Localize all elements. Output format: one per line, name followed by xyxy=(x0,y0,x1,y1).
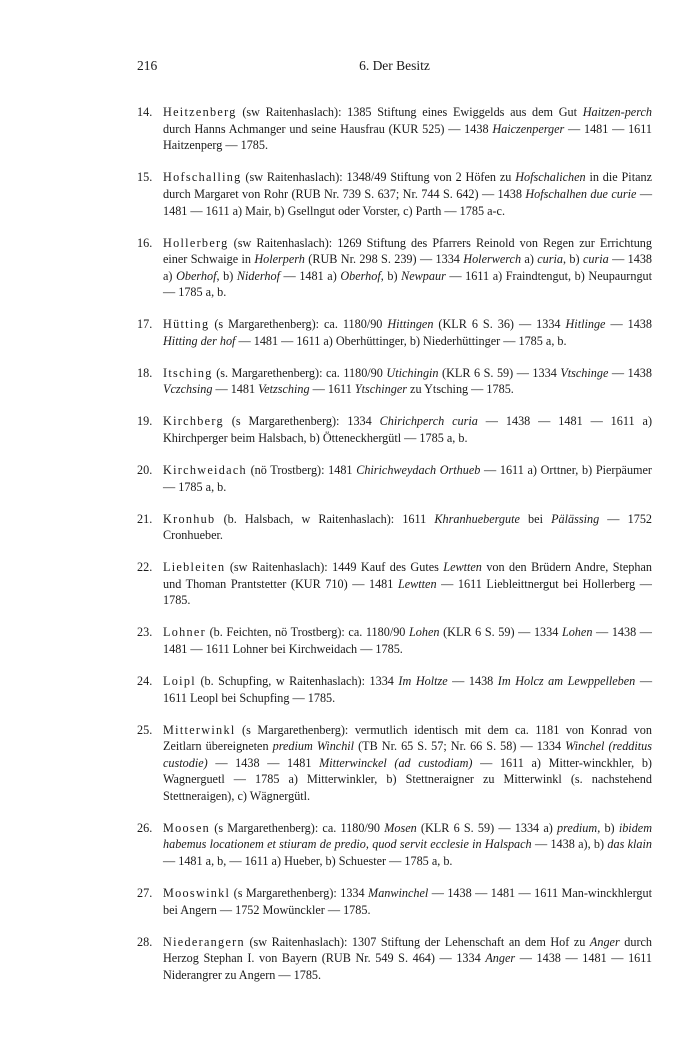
entry-text: (KLR 6 S. 59) — 1334 xyxy=(438,365,561,380)
entry-text: , b) xyxy=(563,252,583,267)
entry-text: — 1481 — 1611 a) Oberhüttinger, b) Niederhüttinger — 1785 a, b. xyxy=(235,333,567,348)
entry-text: — 1438 — 1481 xyxy=(207,755,320,770)
entry-text: — 1438 xyxy=(447,673,498,688)
entry-number: 21. xyxy=(137,511,153,526)
entry-number: 27. xyxy=(137,886,153,901)
historical-name-form: Holerwerch xyxy=(463,252,522,267)
historical-name-form: Haiczenperger xyxy=(492,121,565,136)
entry-text: in die Pitanz durch Margaret von Rohr (RUB Nr. 739 S. 637; Nr. 744 S. 642) — 1438 xyxy=(163,170,652,201)
historical-name-form: Khranhuebergute xyxy=(434,511,520,526)
entry-text: (s Margarethenberg): ca. 1180/90 xyxy=(209,317,388,332)
historical-name-form: Anger xyxy=(589,934,620,949)
entry-text: — 1438 a) xyxy=(163,252,652,283)
entry-text: — 1611 Leopl bei Schupfing — 1785. xyxy=(163,673,652,705)
entry-text: (KLR 6 S. 36) — 1334 xyxy=(433,317,566,332)
entry-text: — 1481 — 1611 a) Mair, b) Gsellngut oder Vorster, c) Parth — 1785 a-c. xyxy=(163,186,653,218)
entry-text: , b) xyxy=(216,268,237,283)
historical-name-form: ibidem habemus locationem et stiuram de predio, quod servit ecclesie in Halspach xyxy=(163,820,652,852)
place-entry xyxy=(137,316,652,349)
place-name: Kronhub xyxy=(163,511,216,526)
entry-text: — 1481 a) xyxy=(279,268,341,283)
entry-number: 14. xyxy=(137,105,153,120)
entry-text: , b) xyxy=(597,820,619,835)
entry-text: (s Margarethenberg): ca. 1180/90 xyxy=(210,820,385,835)
historical-name-form: Utichingin xyxy=(386,365,439,380)
historical-name-form: Vtschinge xyxy=(560,365,609,380)
place-entry xyxy=(137,235,652,301)
entry-number: 28. xyxy=(137,934,153,949)
historical-name-form: Oberhof xyxy=(176,268,217,283)
historical-name-form: predium xyxy=(557,820,598,835)
historical-name-form: Chirichweydach Orthueb xyxy=(356,463,481,478)
historical-name-form: Hofschalhen due curie xyxy=(525,186,637,201)
entry-number: 26. xyxy=(137,820,153,835)
historical-name-form: Hittingen xyxy=(387,317,434,332)
historical-name-form: Lewtten xyxy=(443,560,482,575)
entry-number: 15. xyxy=(137,170,153,185)
historical-name-form: Hitlinge xyxy=(565,317,606,332)
entry-text: (KLR 6 S. 59) — 1334 xyxy=(439,625,562,640)
entry-text: (TB Nr. 65 S. 57; Nr. 66 S. 58) — 1334 xyxy=(354,739,566,754)
page-number: 216 xyxy=(137,58,158,73)
place-name: Itsching xyxy=(163,365,213,380)
entry-text: (b. Feichten, nö Trostberg): ca. 1180/90 xyxy=(206,625,410,640)
entry-text: (sw Raitenhaslach): 1307 Stiftung der Lehenschaft an dem Hof zu xyxy=(244,934,590,949)
historical-name-form: Hofschalichen xyxy=(515,170,586,185)
entry-text: — 1438 — 1481 — 1611 Man-winckhlergut bei Angern — 1752 Mowünckler — 1785. xyxy=(163,886,652,917)
historical-name-form: Im Holcz am Lewppelleben xyxy=(497,673,636,688)
entry-text: — 1481 — 1611 Haitzenperg — 1785. xyxy=(163,121,652,153)
place-entry xyxy=(137,934,652,984)
historical-name-form: Oberhof xyxy=(340,268,381,283)
entry-text: a) xyxy=(521,252,538,267)
entry-text: — 1438 — 1481 — 1611 a) Khirchperger beim Halsbach, b) Ötteneckhergütl — 1785 a, b. xyxy=(163,414,652,446)
place-entry xyxy=(137,559,652,609)
place-name: Hollerberg xyxy=(163,235,229,250)
entry-text: zu Ytsching — 1785. xyxy=(406,382,514,397)
place-entry xyxy=(137,624,652,657)
entry-text: (KLR 6 S. 59) — 1334 a) xyxy=(416,820,558,835)
entry-text: — 1438 — 1481 — 1611 Niderangrer zu Angern — 1785. xyxy=(163,951,652,982)
historical-name-form: Mitterwinckel (ad custodiam) xyxy=(319,755,473,770)
historical-name-form: Haitzen-perch xyxy=(582,105,652,120)
page-header xyxy=(137,58,652,78)
place-name: Lohner xyxy=(163,625,206,640)
place-name: Moosen xyxy=(163,820,211,835)
entry-text: — 1611 Liebleittnergut bei Hollerberg — 1785. xyxy=(163,576,652,608)
entry-text: durch Hanns Achmanger und seine Hausfrau (KUR 525) — 1438 xyxy=(163,121,493,136)
entry-text: (s Margarethenberg): vermutlich identisch mit dem ca. 1181 von Konrad von Zeitlarn übereigneten xyxy=(163,722,652,754)
place-entry xyxy=(137,104,652,154)
historical-name-form: das klain xyxy=(607,837,652,852)
entry-text: — 1611 xyxy=(309,382,355,397)
place-entry xyxy=(137,169,652,219)
entry-text: (s Margarethenberg): 1334 xyxy=(223,414,380,429)
entry-text: (nö Trostberg): 1481 xyxy=(246,463,357,478)
entry-text: — 1438 a), b) xyxy=(531,837,608,852)
historical-name-form: Chirichperch curia xyxy=(379,414,478,429)
entry-text: (b. Halsbach, w Raitenhaslach): 1611 xyxy=(215,511,435,526)
entry-text: bei xyxy=(519,511,552,526)
historical-name-form: Vetzsching xyxy=(258,382,310,397)
entry-number: 25. xyxy=(137,722,153,737)
historical-name-form: Winchel (redditus custodie) xyxy=(163,739,652,770)
entry-text: — 1752 Cronhueber. xyxy=(163,511,653,543)
entry-number: 20. xyxy=(137,463,153,478)
historical-name-form: Lohen xyxy=(409,625,440,640)
entry-text: — 1481 xyxy=(212,382,259,397)
place-name: Heitzenberg xyxy=(163,105,237,120)
historical-name-form: Holerperh xyxy=(254,252,305,267)
historical-name-form: Newpaur xyxy=(401,268,446,283)
historical-name-form: Mosen xyxy=(384,820,417,835)
place-name: Niederangern xyxy=(163,934,245,949)
historical-name-form: Manwinchel xyxy=(368,886,429,901)
historical-name-form: predium Winchil xyxy=(272,739,355,754)
entry-text: — 1481 a, b, — 1611 a) Hueber, b) Schuester — 1785 a, b. xyxy=(163,854,453,869)
historical-name-form: Im Holtze xyxy=(398,673,448,688)
place-entry xyxy=(137,722,652,805)
entry-text: — 1438 — 1481 — 1611 Lohner bei Kirchweidach — 1785. xyxy=(163,625,652,656)
place-name: Mitterwinkl xyxy=(163,722,236,737)
running-title: 6. Der Besitz xyxy=(359,58,430,73)
historical-name-form: Vczchsing xyxy=(163,382,213,397)
place-entry xyxy=(137,462,652,495)
entry-text: (sw Raitenhaslach): 1348/49 Stiftung von 2 Höfen zu xyxy=(241,170,516,185)
entry-text: (s Margarethenberg): 1334 xyxy=(230,886,369,901)
entry-text: — 1438 xyxy=(608,365,652,380)
entry-text: durch Herzog Stephan I. von Bayern (RUB Nr. 549 S. 464) — 1334 xyxy=(163,934,653,966)
historical-name-form: Lewtten xyxy=(397,576,437,591)
place-name: Loipl xyxy=(163,673,196,688)
historical-name-form: curia xyxy=(537,252,563,267)
entry-text: (sw Raitenhaslach): 1269 Stiftung des Pfarrers Reinold von Regen zur Errichtung einer Schwaige in xyxy=(163,235,652,267)
entry-text: (RUB Nr. 298 S. 239) — 1334 xyxy=(304,252,464,267)
entry-text: — 1611 a) Mitter-winckhler, b) Wagnerguetl — 1785 a) Mitterwinkler, b) Stettneraigner zu Mitterwinkl (s. nachstehend Stettneraigen), c) Wägnergütl. xyxy=(163,755,652,803)
place-name: Kirchberg xyxy=(163,414,224,429)
place-name: Hofschalling xyxy=(163,170,242,185)
place-entry xyxy=(137,511,652,544)
entry-text: (sw Raitenhaslach): 1449 Kauf des Gutes xyxy=(225,560,444,575)
historical-name-form: Niderhof xyxy=(236,268,280,283)
entry-number: 19. xyxy=(137,414,153,429)
place-entry xyxy=(137,673,652,706)
place-entry xyxy=(137,365,652,398)
entry-text: — 1611 a) Fraindtengut, b) Neupaurngut — 1785 a, b. xyxy=(163,268,653,300)
historical-name-form: Ytschinger xyxy=(354,382,407,397)
place-name: Mooswinkl xyxy=(163,886,231,901)
entry-number: 23. xyxy=(137,625,153,640)
historical-name-form: Lohen xyxy=(561,625,593,640)
place-entry xyxy=(137,885,652,918)
historical-name-form: curia xyxy=(582,252,609,267)
entry-text: (b. Schupfing, w Raitenhaslach): 1334 xyxy=(195,673,399,688)
entry-text: (sw Raitenhaslach): 1385 Stiftung eines Ewiggelds aus dem Gut xyxy=(236,105,583,120)
entry-number: 22. xyxy=(137,560,153,575)
entry-number: 24. xyxy=(137,673,153,688)
entry-number: 18. xyxy=(137,365,153,380)
entry-text: , b) xyxy=(380,268,402,283)
place-entry xyxy=(137,413,652,446)
entry-text: von den Brüdern Andre, Stephan und Thoman Prantstetter (KUR 710) — 1481 xyxy=(163,560,652,591)
entry-text: (s. Margarethenberg): ca. 1180/90 xyxy=(212,365,387,380)
place-name: Hütting xyxy=(163,317,210,332)
entry-text: — 1438 xyxy=(605,317,652,332)
place-entry xyxy=(137,820,652,870)
historical-name-form: Hitting der hof xyxy=(163,333,236,348)
historical-name-form: Pälässing xyxy=(551,511,600,526)
entry-number: 17. xyxy=(137,317,153,332)
place-name: Liebleiten xyxy=(163,560,226,575)
place-name: Kirchweidach xyxy=(163,463,247,478)
historical-name-form: Anger xyxy=(485,951,516,966)
entry-number: 16. xyxy=(137,235,153,250)
place-entry-list xyxy=(137,92,652,999)
entry-text: — 1611 a) Orttner, b) Pierpäumer — 1785 a, b. xyxy=(163,463,652,494)
